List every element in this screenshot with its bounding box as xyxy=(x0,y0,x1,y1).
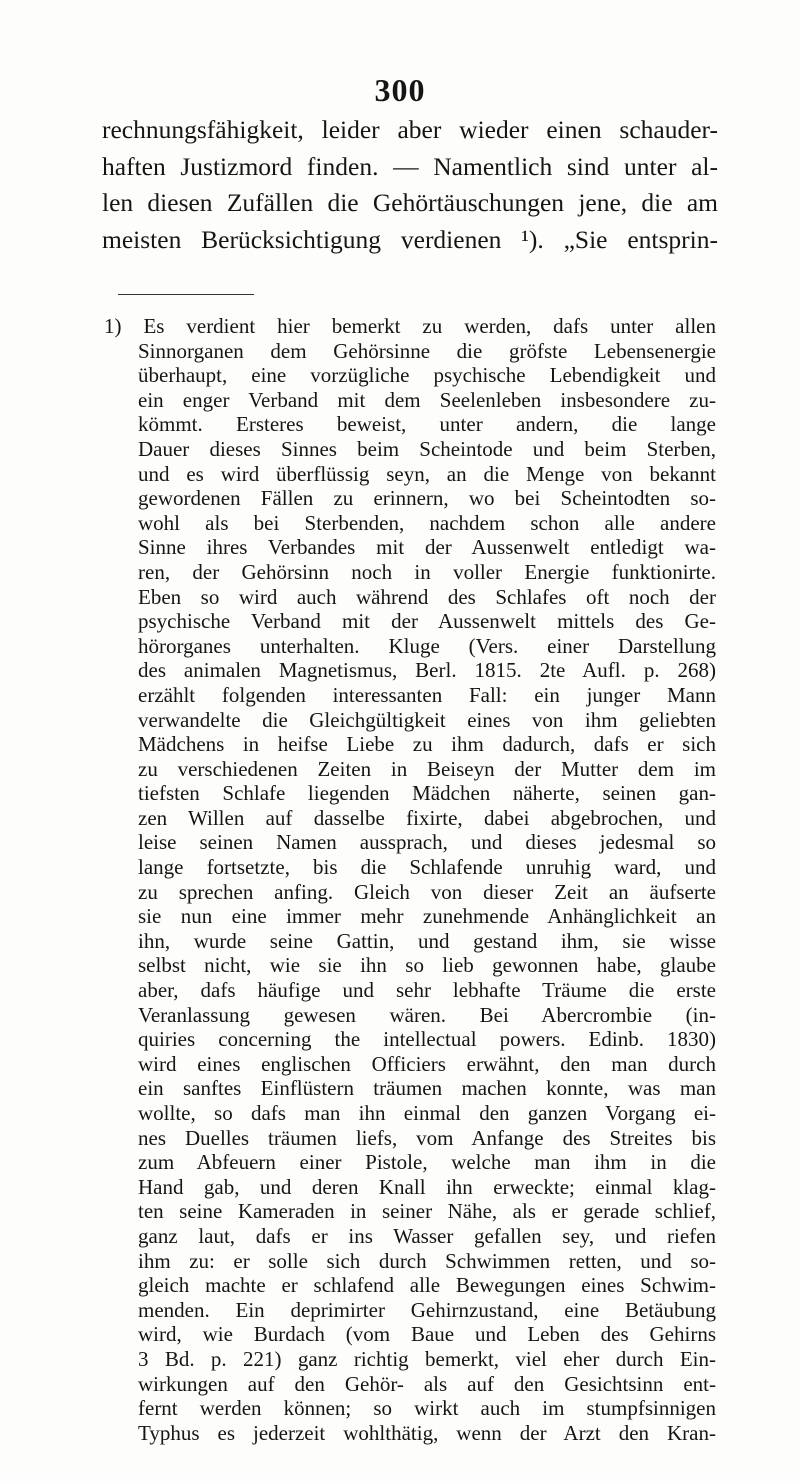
footnote-line: Eben so wird auch während des Schlafes oft noch der xyxy=(138,584,716,609)
footnote-line: wohl als bei Sterbenden, nachdem schon alle andere xyxy=(138,510,716,535)
footnote-line: ein enger Verband mit dem Seelenleben insbesondere zu- xyxy=(138,387,716,412)
footnote-line: psychische Verband mit der Aussenwelt mittels des Ge- xyxy=(138,609,716,634)
footnote-line: Mädchens in heifse Liebe zu ihm dadurch, dafs er sich xyxy=(138,732,716,757)
footnote-line: Veranlassung gewesen wären. Bei Abercrombie (in- xyxy=(138,1002,716,1027)
main-text-block xyxy=(102,112,718,258)
footnote-line: fernt werden können; so wirkt auch im stumpfsinnigen xyxy=(138,1396,716,1421)
footnote-line: Hand gab, und deren Knall ihn erweckte; einmal klag- xyxy=(138,1174,716,1199)
main-text-line: len diesen Zufällen die Gehörtäuschungen jene, die am xyxy=(102,188,718,217)
footnote-line: quiries concerning the intellectual powers. Edinb. 1830) xyxy=(138,1027,716,1052)
footnote-line: kömmt. Ersteres beweist, unter andern, die lange xyxy=(138,412,716,437)
footnote-line: und es wird überflüssig seyn, an die Menge von bekannt xyxy=(138,461,716,486)
footnote-line: wird, wie Burdach (vom Baue und Leben des Gehirns xyxy=(138,1322,716,1347)
footnote-line: wird eines englischen Officiers erwähnt, den man durch xyxy=(138,1051,716,1076)
footnote-line: selbst nicht, wie sie ihn so lieb gewonnen habe, glaube xyxy=(138,953,716,978)
main-text-line: meisten Berücksichtigung verdienen ¹). „Sie entsprin- xyxy=(102,224,718,254)
main-text-line: rechnungsfähigkeit, leider aber wieder einen schauder- xyxy=(102,115,718,144)
footnote-line: überhaupt, eine vorzügliche psychische Lebendigkeit und xyxy=(138,363,716,388)
footnote-line: ihm zu: er solle sich durch Schwimmen retten, und so- xyxy=(138,1248,716,1273)
footnote-line: des animalen Magnetismus, Berl. 1815. 2te Aufl. p. 268) xyxy=(138,658,716,683)
footnote-line: aber, dafs häufige und sehr lebhafte Träume die erste xyxy=(138,978,716,1003)
footnote-divider xyxy=(118,294,254,295)
footnote-block xyxy=(104,314,716,1445)
footnote-line: erzählt folgenden interessanten Fall: ein junger Mann xyxy=(138,682,716,707)
footnote-line: zen Willen auf dasselbe fixirte, dabei abgebrochen, und xyxy=(138,805,716,830)
footnote-line: wirkungen auf den Gehör- als auf den Gesichtsinn ent- xyxy=(138,1371,716,1396)
footnote-line: ren, der Gehörsinn noch in voller Energie funktionirte. xyxy=(138,559,716,584)
footnote-line: wollte, so dafs man ihn einmal den ganzen Vorgang ei- xyxy=(138,1101,716,1125)
footnote-line: verwandelte die Gleichgültigkeit eines von ihm geliebten xyxy=(138,707,716,732)
footnote-line: ten seine Kameraden in seiner Nähe, als er gerade schlief, xyxy=(138,1199,716,1224)
footnote-first-line xyxy=(104,314,716,339)
footnote-line: lange fortsetzte, bis die Schlafende unruhig ward, und xyxy=(138,855,716,880)
page-number: 300 xyxy=(374,72,426,108)
footnote-line: ihn, wurde seine Gattin, und gestand ihm, sie wisse xyxy=(138,928,716,953)
footnote-line: Sinne ihres Verbandes mit der Aussenwelt entledigt wa- xyxy=(138,535,716,560)
footnote-line: Typhus es jederzeit wohlthätig, wenn der Arzt den Kran- xyxy=(138,1420,716,1445)
footnote-line: zu sprechen anfing. Gleich von dieser Zeit an äufserte xyxy=(138,879,716,904)
footnote-line: zum Abfeuern einer Pistole, welche man ihm in die xyxy=(138,1150,716,1175)
footnote-line: Dauer dieses Sinnes beim Scheintode und beim Sterben, xyxy=(138,436,716,461)
footnote-line: gleich machte er schlafend alle Bewegungen eines Schwim- xyxy=(138,1273,716,1298)
footnote-line: sie nun eine immer mehr zunehmende Anhänglichkeit an xyxy=(138,904,716,929)
main-text-line: haften Justizmord finden. — Namentlich sind unter al- xyxy=(102,151,718,181)
footnote-line: hörorganes unterhalten. Kluge (Vers. einer Darstellung xyxy=(138,633,716,658)
footnote-line: leise seinen Namen aussprach, und dieses jedesmal so xyxy=(138,830,716,855)
footnote-line: ganz laut, dafs er ins Wasser gefallen sey, und riefen xyxy=(138,1223,716,1248)
footnote-marker: 1) xyxy=(104,314,122,338)
footnote-first-line-text: Es verdient hier bemerkt zu werden, dafs unter allen xyxy=(143,314,716,338)
footnote-line: Sinnorganen dem Gehörsinne die gröfste Lebensenergie xyxy=(138,338,716,363)
footnote-line: gewordenen Fällen zu erinnern, wo bei Scheintodten so- xyxy=(138,486,716,511)
footnote-line: tiefsten Schlafe liegenden Mädchen näherte, seinen gan- xyxy=(138,781,716,806)
footnote-line: ein sanftes Einflüstern träumen machen konnte, was man xyxy=(138,1076,716,1101)
footnote-line: nes Duelles träumen liefs, vom Anfange des Streites bis xyxy=(138,1125,716,1150)
footnote-line: menden. Ein deprimirter Gehirnzustand, eine Betäubung xyxy=(138,1297,716,1322)
footnote-line: 3 Bd. p. 221) ganz richtig bemerkt, viel eher durch Ein- xyxy=(138,1346,716,1371)
footnote-line: zu verschiedenen Zeiten in Beiseyn der Mutter dem im xyxy=(138,756,716,781)
